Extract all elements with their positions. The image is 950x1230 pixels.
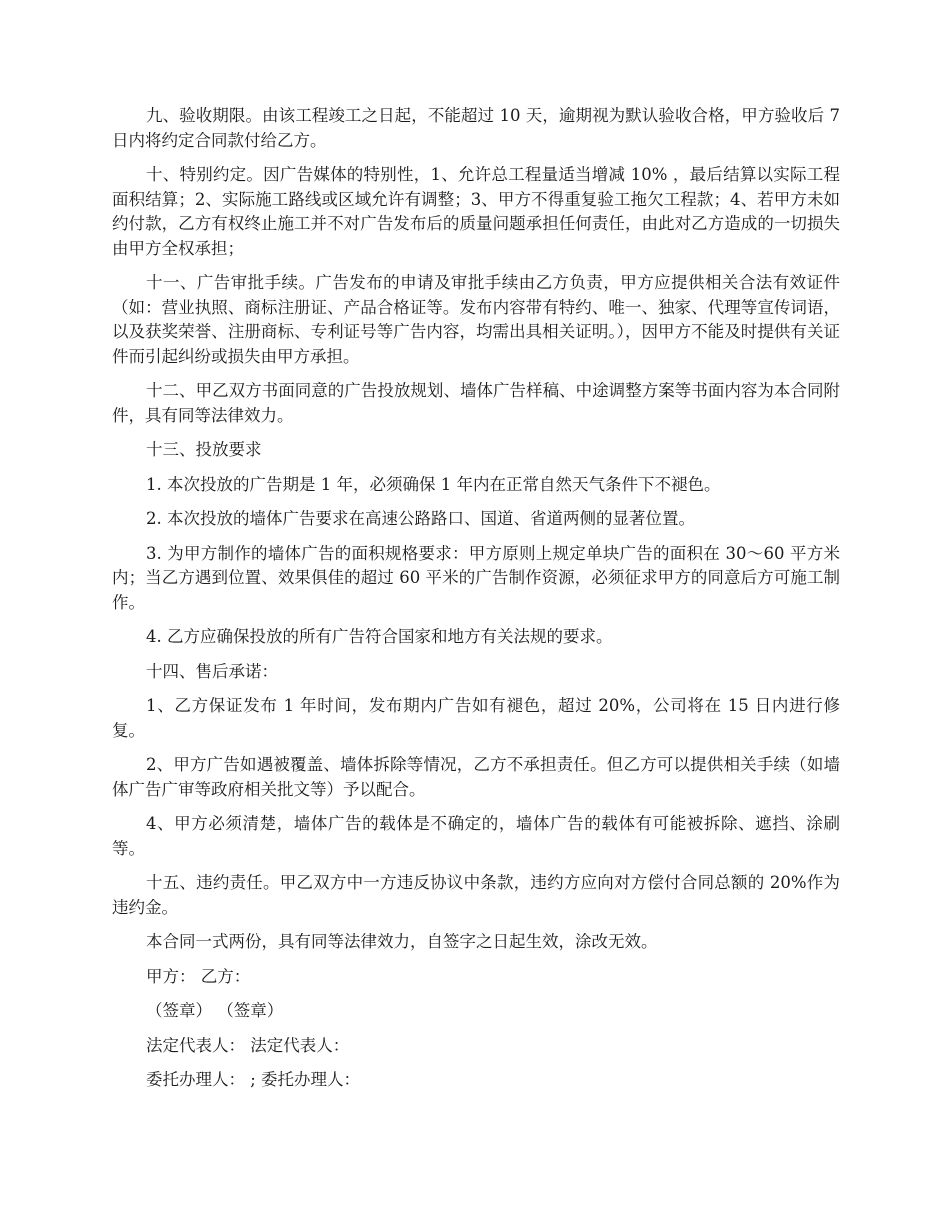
document-page [112, 104, 840, 1103]
clause-12-attachments: 十二、甲乙双方书面同意的广告投放规划、墙体广告样稿、中途调整方案等书面内容为本合同附件，具有同等法律效力。 [112, 381, 840, 425]
signature-seals: （签章） （签章） [146, 1001, 284, 1020]
clause-14-item-4: 4、甲方必须清楚，墙体广告的载体是不确定的，墙体广告的载体有可能被拆除、遮挡、涂刷等。 [112, 814, 840, 858]
clause-14-item-1: 1、乙方保证发布 1 年时间，发布期内广告如有褪色，超过 20%，公司将在 15 日内进行修复。 [112, 696, 840, 740]
clause-14-item-2: 2、甲方广告如遇被覆盖、墙体拆除等情况，乙方不承担责任。但乙方可以提供相关手续（如墙体广告广审等政府相关批文等）予以配合。 [112, 755, 840, 799]
signature-parties: 甲方： 乙方： [146, 966, 251, 986]
clause-15-breach-liability: 十五、违约责任。甲乙双方中一方违反协议中条款，违约方应向对方偿付合同总额的 20%作为违约金。 [112, 873, 840, 917]
clause-13-item-3: 3. 为甲方制作的墙体广告的面积规格要求：甲方原则上规定单块广告的面积在 30～60 平方米内；当乙方遇到位置、效果俱佳的超过 60 平米的广告制作资源，必须征求甲方的同意后方可施工制作。 [112, 543, 840, 612]
clause-11-approval-procedures: 十一、广告审批手续。广告发布的申请及审批手续由乙方负责，甲方应提供相关合法有效证件（如：营业执照、商标注册证、产品合格证等。发布内容带有特约、唯一、独家、代理等宣传词语，以及获奖荣誉、注册商标、专利证号等广告内容，均需出具相关证明。），因甲方不能及时提供有关证件而引起纠纷或损失由甲方承担。 [112, 273, 840, 366]
clause-14-heading: 十四、售后承诺： [146, 661, 278, 681]
clause-13-item-1: 1. 本次投放的广告期是 1 年，必须确保 1 年内在正常自然天气条件下不褪色。 [146, 474, 721, 494]
signature-authorized-agents: 委托办理人： ; 委托办理人： [146, 1070, 361, 1089]
clause-13-item-4: 4. 乙方应确保投放的所有广告符合国家和地方有关法规的要求。 [146, 627, 613, 646]
clause-10-special-agreement: 十、特别约定。因广告媒体的特别性，1、允许总工程量适当增减 10% ，最后结算以实际工程面积结算；2、实际施工路线或区域允许有调整；3、甲方不得重复验工拖欠工程款；4、若甲方未如约付款，乙方有权终止施工并不对广告发布后的质量问题承担任何责任，由此对乙方造成的一切损失由甲方全权承担； [112, 165, 840, 258]
clause-13-heading: 十三、投放要求 [146, 440, 262, 459]
signature-legal-representatives: 法定代表人： 法定代表人： [146, 1035, 350, 1055]
contract-copies-statement: 本合同一式两份，具有同等法律效力，自签字之日起生效，涂改无效。 [146, 932, 658, 951]
clause-13-item-2: 2. 本次投放的墙体广告要求在高速公路路口、国道、省道两侧的显著位置。 [146, 509, 695, 528]
clause-9-acceptance-period: 九、验收期限。由该工程竣工之日起，不能超过 10 天，逾期视为默认验收合格，甲方验收后 7 日内将约定合同款付给乙方。 [112, 106, 840, 150]
